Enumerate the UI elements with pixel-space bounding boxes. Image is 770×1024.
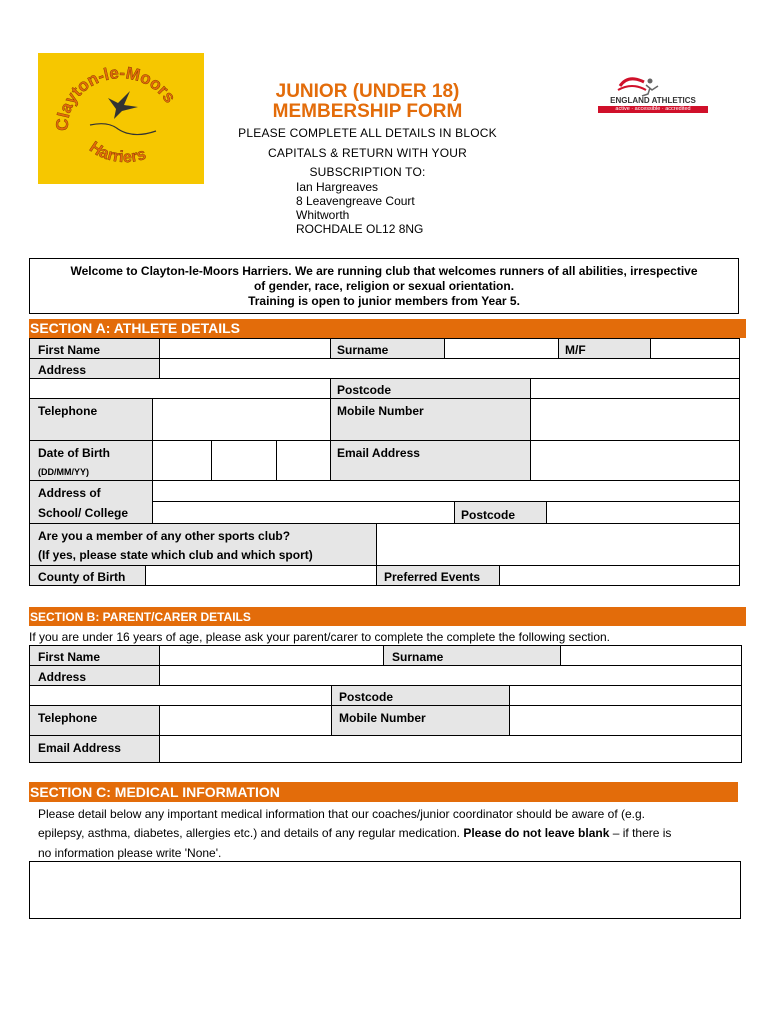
logo-text-top: Clayton-le-Moors bbox=[52, 63, 180, 132]
medical-instructions-line3: no information please write 'None'. bbox=[38, 846, 222, 860]
other-club-field[interactable] bbox=[376, 523, 740, 566]
athlete-postcode-label: Postcode bbox=[330, 378, 531, 399]
athlete-dob-label-cell bbox=[29, 440, 153, 481]
athlete-school-postcode-label: Postcode bbox=[454, 501, 547, 524]
athlete-mobile-field[interactable] bbox=[530, 398, 740, 441]
preferred-events-field[interactable] bbox=[499, 565, 740, 586]
parent-first-name-label: First Name bbox=[29, 645, 160, 666]
club-logo-graphic bbox=[38, 53, 204, 184]
parent-first-name-field[interactable] bbox=[159, 645, 384, 666]
medical-instructions-line2-a: epilepsy, asthma, diabetes, allergies etc.) and details of any regular medication. bbox=[38, 826, 464, 840]
parent-email-label: Email Address bbox=[29, 735, 160, 763]
welcome-line1: Welcome to Clayton-le-Moors Harriers. We are running club that welcomes runners of all abilities, irrespective bbox=[70, 264, 698, 278]
return-address-town: Whitworth bbox=[296, 208, 350, 222]
england-athletics-name: ENGLAND ATHLETICS bbox=[610, 96, 696, 105]
athlete-school-field-1[interactable] bbox=[152, 480, 740, 502]
return-address-postcode: ROCHDALE OL12 8NG bbox=[296, 222, 424, 236]
athlete-dob-day-field[interactable] bbox=[152, 440, 212, 481]
athlete-school-label-cell bbox=[29, 480, 153, 524]
medical-instructions-line1: Please detail below any important medical information that our coaches/junior coordinator should be aware of (e.g. bbox=[38, 807, 646, 821]
parent-telephone-label: Telephone bbox=[29, 705, 160, 736]
form-title-line1: JUNIOR (UNDER 18) bbox=[275, 81, 460, 102]
preferred-events-label: Preferred Events bbox=[376, 565, 500, 586]
athlete-dob-format: (DD/MM/YY) bbox=[38, 467, 89, 477]
medical-information-field[interactable] bbox=[29, 861, 741, 919]
athlete-school-field-2[interactable] bbox=[152, 501, 455, 524]
county-of-birth-label: County of Birth bbox=[29, 565, 146, 586]
parent-postcode-label: Postcode bbox=[331, 685, 510, 706]
athlete-address-field-2[interactable] bbox=[29, 378, 331, 399]
athlete-dob-month-field[interactable] bbox=[211, 440, 277, 481]
athlete-address-label: Address bbox=[29, 358, 160, 379]
svg-text:Clayton-le-Moors bbox=[53, 63, 180, 131]
athlete-surname-label: Surname bbox=[330, 338, 445, 359]
other-club-question: Are you a member of any other sports club? bbox=[38, 529, 291, 543]
parent-telephone-field[interactable] bbox=[159, 705, 332, 736]
athlete-surname-field[interactable] bbox=[444, 338, 559, 359]
medical-instructions-line2-c: – if there is bbox=[609, 826, 672, 840]
parent-surname-field[interactable] bbox=[560, 645, 742, 666]
athlete-telephone-label: Telephone bbox=[29, 398, 153, 441]
parent-mobile-label: Mobile Number bbox=[331, 705, 510, 736]
athlete-email-label: Email Address bbox=[330, 440, 531, 481]
section-c-heading: SECTION C: MEDICAL INFORMATION bbox=[29, 782, 738, 802]
athlete-telephone-field[interactable] bbox=[152, 398, 331, 441]
parent-postcode-field[interactable] bbox=[509, 685, 742, 706]
england-athletics-logo bbox=[598, 76, 708, 114]
athlete-school-label-line1: Address of bbox=[38, 486, 101, 500]
hill-line-icon bbox=[90, 124, 156, 135]
section-b-intro: If you are under 16 years of age, please ask your parent/carer to complete the complete the following section. bbox=[29, 630, 610, 644]
return-address-street: 8 Leavengreave Court bbox=[296, 194, 415, 208]
other-club-label-cell bbox=[29, 523, 377, 566]
athlete-first-name-label: First Name bbox=[29, 338, 160, 359]
athlete-mobile-label: Mobile Number bbox=[330, 398, 531, 441]
medical-instructions-line2 bbox=[38, 826, 671, 840]
athlete-first-name-field[interactable] bbox=[159, 338, 331, 359]
welcome-line3: Training is open to junior members from Year 5. bbox=[248, 294, 520, 308]
parent-email-field[interactable] bbox=[159, 735, 742, 763]
club-logo bbox=[38, 53, 204, 184]
section-b-heading: SECTION B: PARENT/CARER DETAILS bbox=[29, 607, 746, 626]
athlete-postcode-field[interactable] bbox=[530, 378, 740, 399]
parent-address-field-2[interactable] bbox=[29, 685, 332, 706]
instruction-line1: PLEASE COMPLETE ALL DETAILS IN BLOCK bbox=[238, 126, 497, 140]
form-title-line2: MEMBERSHIP FORM bbox=[272, 101, 463, 122]
section-a-heading: SECTION A: ATHLETE DETAILS bbox=[29, 319, 746, 338]
athlete-email-field[interactable] bbox=[530, 440, 740, 481]
parent-address-label: Address bbox=[29, 665, 160, 686]
welcome-line2: of gender, race, religion or sexual orientation. bbox=[253, 279, 515, 293]
athlete-dob-year-field[interactable] bbox=[276, 440, 331, 481]
welcome-box bbox=[29, 258, 739, 314]
return-address-name: Ian Hargreaves bbox=[296, 180, 379, 194]
parent-surname-label: Surname bbox=[383, 645, 561, 666]
county-of-birth-field[interactable] bbox=[145, 565, 377, 586]
svg-text:Harriers bbox=[86, 139, 148, 166]
parent-mobile-field[interactable] bbox=[509, 705, 742, 736]
parent-address-field-1[interactable] bbox=[159, 665, 742, 686]
athlete-school-label-line2: School/ College bbox=[38, 506, 129, 520]
instruction-line2: CAPITALS & RETURN WITH YOUR bbox=[268, 146, 467, 160]
athlete-dob-label: Date of Birth bbox=[38, 446, 110, 460]
athlete-mf-field[interactable] bbox=[650, 338, 740, 359]
bird-icon bbox=[108, 91, 138, 119]
athlete-mf-label: M/F bbox=[558, 338, 651, 359]
other-club-note: (If yes, please state which club and which sport) bbox=[38, 548, 313, 562]
england-athletics-tagline: active · accessible · accredited bbox=[598, 106, 708, 113]
logo-text-bottom: Harriers bbox=[86, 138, 149, 167]
athlete-address-field-1[interactable] bbox=[159, 358, 740, 379]
medical-do-not-leave-blank: Please do not leave blank bbox=[463, 826, 610, 840]
athlete-school-postcode-field[interactable] bbox=[546, 501, 740, 524]
instruction-line3: SUBSCRIPTION TO: bbox=[309, 165, 426, 179]
